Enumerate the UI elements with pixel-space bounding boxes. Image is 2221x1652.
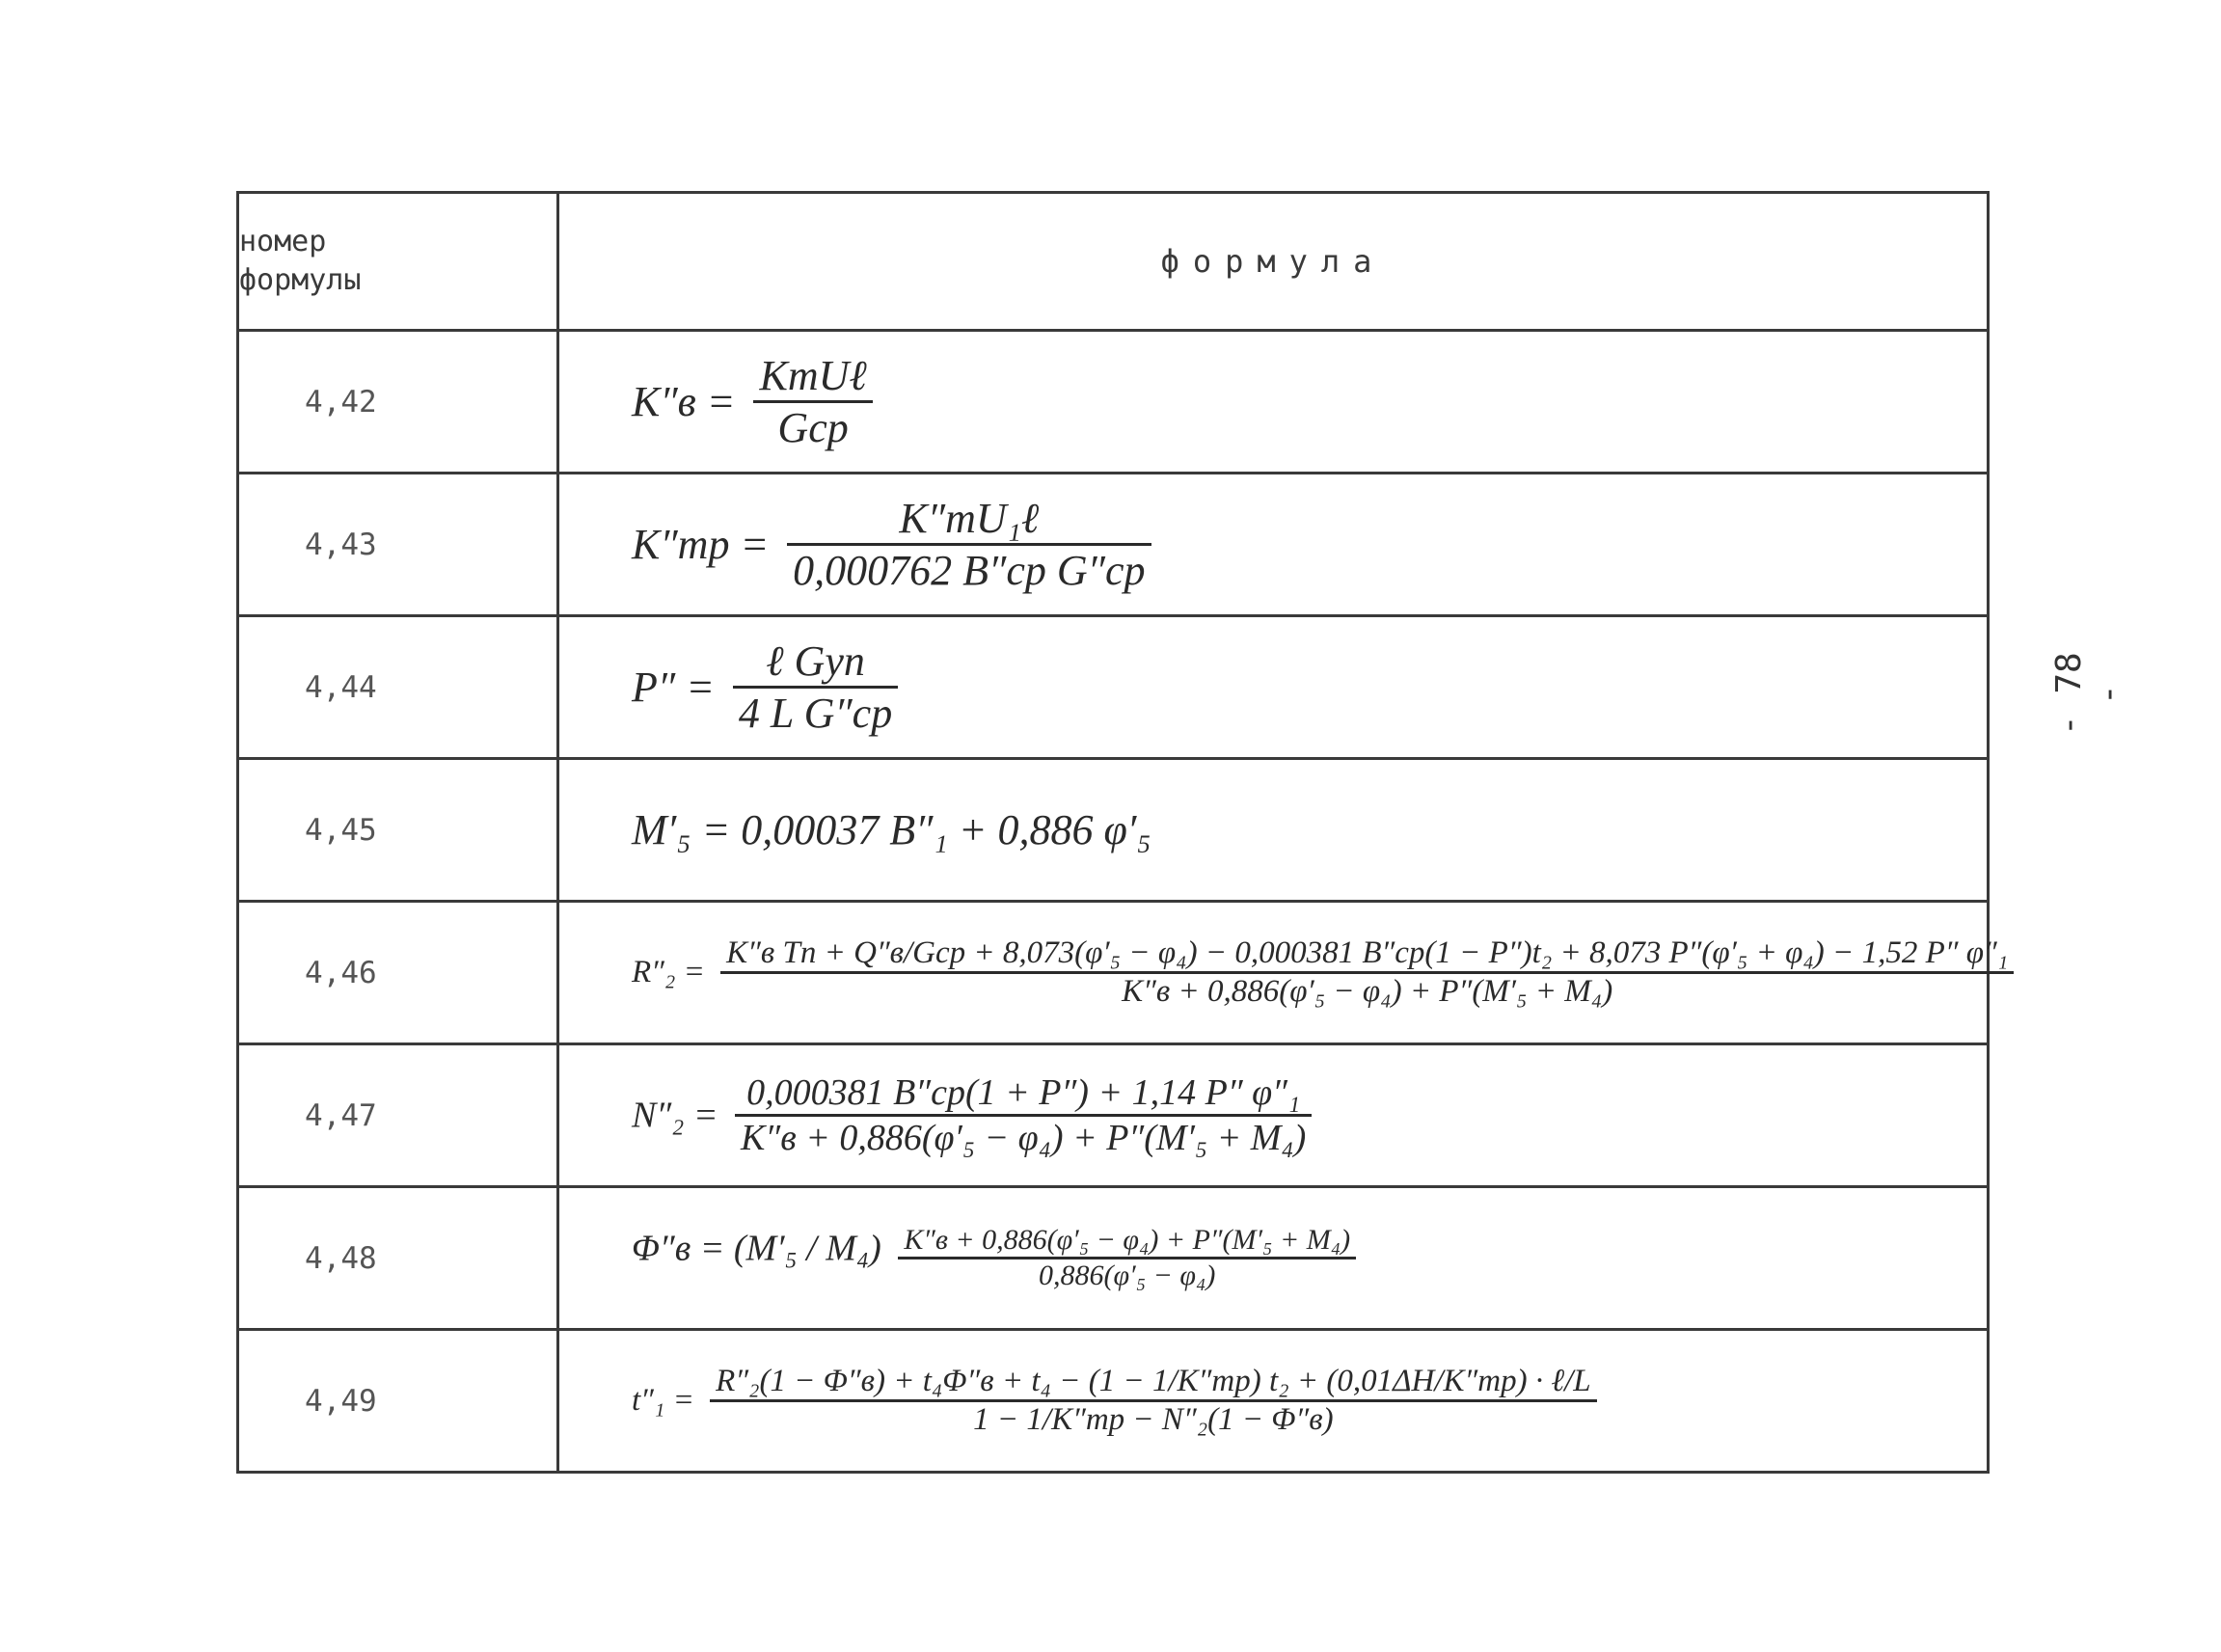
formula-table (236, 191, 2009, 1474)
formula-cell (558, 616, 1989, 759)
formula-number: 4,47 (238, 1044, 558, 1187)
table-row (238, 616, 1989, 759)
table-row (238, 1330, 1989, 1473)
table-row (238, 331, 1989, 474)
table-row (238, 1187, 1989, 1330)
numerator: ℓ Gуп (733, 636, 898, 689)
denominator: 4 L G″ср (738, 690, 893, 737)
formula-number: 4,44 (238, 616, 558, 759)
formula-cell (558, 1044, 1989, 1187)
denominator: 0,886(φ′₅ − φ₄) (1039, 1259, 1216, 1291)
exponent-fraction (898, 1224, 1356, 1292)
formula-cell (558, 759, 1989, 902)
numerator: R″₂(1 − Φ″в) + t₄Φ″в + t₄ − (1 − 1/K″тр) t₂ + (0,01ΔH/K″тр) · ℓ/L (710, 1364, 1596, 1402)
formula-number: 4,46 (238, 902, 558, 1044)
table-row (238, 1044, 1989, 1187)
header-formula: формула (558, 193, 1989, 331)
table-row (238, 902, 1989, 1044)
formula-number: 4,45 (238, 759, 558, 902)
numerator: K″в Tп + Q″в/Gср + 8,073(φ′₅ − φ₄) − 0,000381 B″ср(1 − P″)t₂ + 8,073 P″(φ′₅ + φ₄) − 1,52 P″ φ″₁ (720, 935, 2014, 974)
formula-lhs: K″в = (632, 378, 736, 425)
denominator: Gср (777, 404, 849, 451)
fraction (710, 1364, 1596, 1438)
denominator: 0,000762 B″ср G″ср (793, 547, 1146, 594)
formula-lhs: Φ″в = (M′₅ / M₄) (632, 1228, 881, 1269)
denominator: K″в + 0,886(φ′₅ − φ₄) + P″(M′₅ + M₄) (1122, 974, 1613, 1009)
fraction (787, 494, 1151, 595)
table-row (238, 474, 1989, 616)
fraction (735, 1071, 1312, 1159)
formula-cell (558, 474, 1989, 616)
formula-number: 4,42 (238, 331, 558, 474)
formula-number: 4,49 (238, 1330, 558, 1473)
formula-cell (558, 1330, 1989, 1473)
fraction (733, 636, 898, 738)
formula-lhs: K″тр = (632, 521, 770, 568)
formula-number: 4,43 (238, 474, 558, 616)
numerator: K″тU₁ℓ (787, 494, 1151, 546)
denominator: 1 − 1/K″тр − N″₂(1 − Φ″в) (973, 1402, 1334, 1437)
table-header-row (238, 193, 1989, 331)
formula-cell (558, 1187, 1989, 1330)
denominator: K″в + 0,886(φ′₅ − φ₄) + P″(M′₅ + M₄) (741, 1118, 1307, 1158)
fraction (720, 935, 2014, 1010)
formula-cell (558, 331, 1989, 474)
formula-cell (558, 902, 2009, 1044)
page-number: - 78 - (2049, 652, 2128, 737)
header-formula-number: номер формулы (238, 193, 558, 331)
table-row (238, 759, 1989, 902)
formula-expression: M′₅ = 0,00037 B″₁ + 0,886 φ′₅ (632, 806, 1151, 853)
formula-lhs: t″₁ = (632, 1383, 694, 1418)
numerator: KтUℓ (753, 351, 872, 403)
fraction (753, 351, 872, 452)
formula-lhs: P″ = (632, 664, 715, 711)
numerator: K″в + 0,886(φ′₅ − φ₄) + P″(M′₅ + M₄) (898, 1224, 1356, 1259)
formula-lhs: R″₂ = (632, 955, 705, 989)
formula-lhs: N″₂ = (632, 1095, 718, 1136)
formula-number: 4,48 (238, 1187, 558, 1330)
numerator: 0,000381 B″ср(1 + P″) + 1,14 P″ φ″₁ (735, 1071, 1312, 1117)
